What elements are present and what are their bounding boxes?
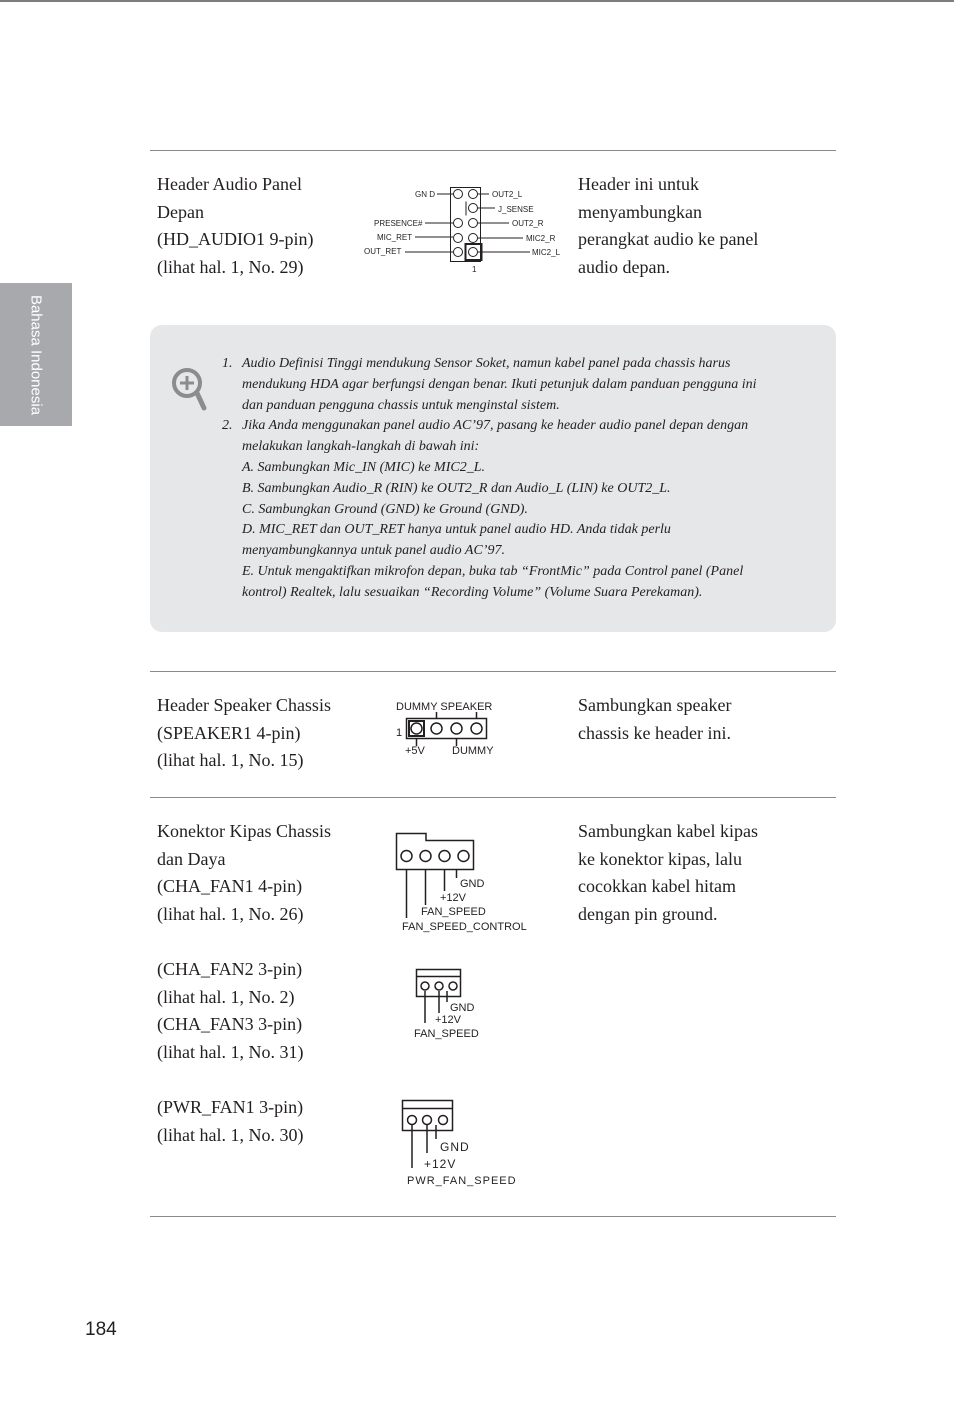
pin-label-mic2-l: MIC2_L: [532, 248, 561, 257]
note-line: Jika Anda menggunakan panel audio AC’97, pasang ke header audio panel depan dengan: [242, 418, 749, 434]
fan-title-line: Konektor Kipas Chassis: [157, 821, 331, 841]
section-rule: [150, 671, 836, 672]
audio-desc-line: perangkat audio ke panel: [578, 229, 759, 250]
audio-header-description: [578, 171, 758, 281]
pin-label-gnd: GN D: [415, 190, 435, 199]
section-rule: [150, 150, 836, 151]
side-tab-label: Bahasa Indonesia: [27, 294, 45, 416]
page-number: 184: [85, 1319, 117, 1340]
gnd-label: GND: [460, 878, 485, 890]
fan-speed-control-label: FAN_SPEED_CONTROL: [402, 921, 527, 933]
fan-title-line: (lihat hal. 1, No. 31): [157, 1041, 304, 1062]
note-line: dan panduan pengguna chassis untuk menginstal sistem.: [242, 397, 560, 413]
note-number: 2.: [222, 418, 233, 434]
speaker-header-description: [578, 692, 731, 747]
cha-fan1-4pin-diagram: [390, 828, 550, 936]
note-line: E. Untuk mengaktifkan mikrofon depan, buka tab “FrontMic” pada Control panel (Panel: [242, 563, 744, 579]
note-number: 1.: [222, 356, 233, 371]
fan-desc-line: ke konektor kipas, lalu: [578, 848, 742, 869]
audio-desc-line: audio depan.: [578, 256, 670, 277]
section-rule: [150, 1216, 836, 1217]
note-line: A. Sambungkan Mic_IN (MIC) ke MIC2_L.: [242, 459, 486, 475]
cha-fan-3pin-diagram: [405, 965, 505, 1045]
audio-header-title: [157, 171, 313, 281]
speaker-title-line: (lihat hal. 1, No. 15): [157, 750, 304, 771]
note-list: [222, 354, 802, 604]
pin-label-j-sense: J_SENSE: [498, 205, 534, 214]
pin-label-presence: PRESENCE#: [374, 219, 423, 228]
note-line: C. Sambungkan Ground (GND) ke Ground (GND).: [242, 501, 528, 517]
note-line: D. MIC_RET dan OUT_RET hanya untuk panel audio HD. Anda tidak perlu: [242, 522, 671, 538]
fan-title-line: (CHA_FAN1 4-pin): [157, 876, 303, 897]
fan-title-line: (lihat hal. 1, No. 30): [157, 1124, 304, 1145]
language-side-tab: [0, 283, 72, 426]
note-line: B. Sambungkan Audio_R (RIN) ke OUT2_R dan Audio_L (LIN) ke OUT2_L.: [242, 480, 671, 496]
gnd-label: GND: [440, 1140, 470, 1154]
note-item: [222, 416, 802, 603]
fan-desc-line: Sambungkan kabel kipas: [578, 821, 758, 841]
pin-one-marker: 1: [396, 727, 403, 739]
pwr-fan-title: [157, 1094, 303, 1149]
note-line: mendukung HDA agar berfungsi dengan benar. Ikuti petunjuk dalam panduan pengguna ini: [242, 376, 757, 392]
note-line: melakukan langkah-langkah di bawah ini:: [242, 439, 480, 455]
fan-desc-line: cocokkan kabel hitam: [578, 876, 736, 897]
fan-title-line: (CHA_FAN2 3-pin): [157, 959, 303, 979]
dummy-label: DUMMY: [452, 745, 494, 757]
plus12v-label: +12V: [435, 1014, 461, 1026]
gnd-label: GND: [450, 1002, 475, 1014]
fan-connector-description: [578, 818, 758, 928]
plus12v-label: +12V: [440, 892, 466, 904]
speaker-desc-line: chassis ke header ini.: [578, 722, 731, 743]
speaker-pin-diagram: [390, 697, 520, 761]
audio-desc-line: Header ini untuk: [578, 174, 699, 194]
note-item: [222, 354, 802, 416]
hd-audio-pin-diagram: [355, 178, 575, 280]
note-line: kontrol) Realtek, lalu sesuaikan “Recording Volume” (Volume Suara Perekaman).: [242, 584, 703, 600]
section-rule: [150, 797, 836, 798]
fan-title-line: (lihat hal. 1, No. 26): [157, 903, 304, 924]
note-line: menyambungkannya untuk panel audio AC’97.: [242, 543, 505, 559]
audio-desc-line: menyambungkan: [578, 201, 702, 222]
pwr-fan-3pin-diagram: [395, 1095, 525, 1190]
speaker-desc-line: Sambungkan speaker: [578, 695, 732, 715]
fan-speed-label: FAN_SPEED: [421, 906, 486, 918]
fan-title-line: (lihat hal. 1, No. 2): [157, 986, 295, 1007]
fan-title-line: (PWR_FAN1 3-pin): [157, 1097, 304, 1117]
speaker-header-title: [157, 692, 331, 775]
plus5v-label: +5V: [405, 745, 425, 757]
pin-label-out2-l: OUT2_L: [492, 190, 523, 199]
audio-title-line: Header Audio Panel: [157, 174, 302, 194]
fan-title-line: (CHA_FAN3 3-pin): [157, 1014, 303, 1035]
plus12v-label: +12V: [424, 1157, 457, 1171]
pin-label-out2-r: OUT2_R: [512, 219, 544, 228]
pin-label-mic2-r: MIC2_R: [526, 234, 556, 243]
audio-title-line: (HD_AUDIO1 9-pin): [157, 229, 314, 250]
audio-title-line: Depan: [157, 201, 204, 222]
speaker-title-line: (SPEAKER1 4-pin): [157, 722, 301, 743]
note-line: Audio Definisi Tinggi mendukung Sensor Soket, namun kabel panel pada chassis harus: [242, 356, 731, 371]
speaker-title-line: Header Speaker Chassis: [157, 695, 331, 715]
pin-label-mic-ret: MIC_RET: [377, 233, 413, 242]
fan-title-line: dan Daya: [157, 848, 226, 869]
pin-label-out-ret: OUT_RET: [364, 247, 402, 256]
speaker-top-label: DUMMY SPEAKER: [396, 701, 493, 713]
fan-connector-title: [157, 818, 331, 928]
pin-one-marker: 1: [472, 265, 477, 274]
cha-fan-3pin-title: [157, 956, 303, 1066]
header-rule: [0, 0, 954, 2]
audio-title-line: (lihat hal. 1, No. 29): [157, 256, 304, 277]
magnifier-plus-icon: [170, 366, 210, 414]
fan-desc-line: dengan pin ground.: [578, 903, 718, 924]
pwr-fan-speed-label: PWR_FAN_SPEED: [407, 1175, 517, 1187]
fan-speed-label: FAN_SPEED: [414, 1028, 479, 1040]
